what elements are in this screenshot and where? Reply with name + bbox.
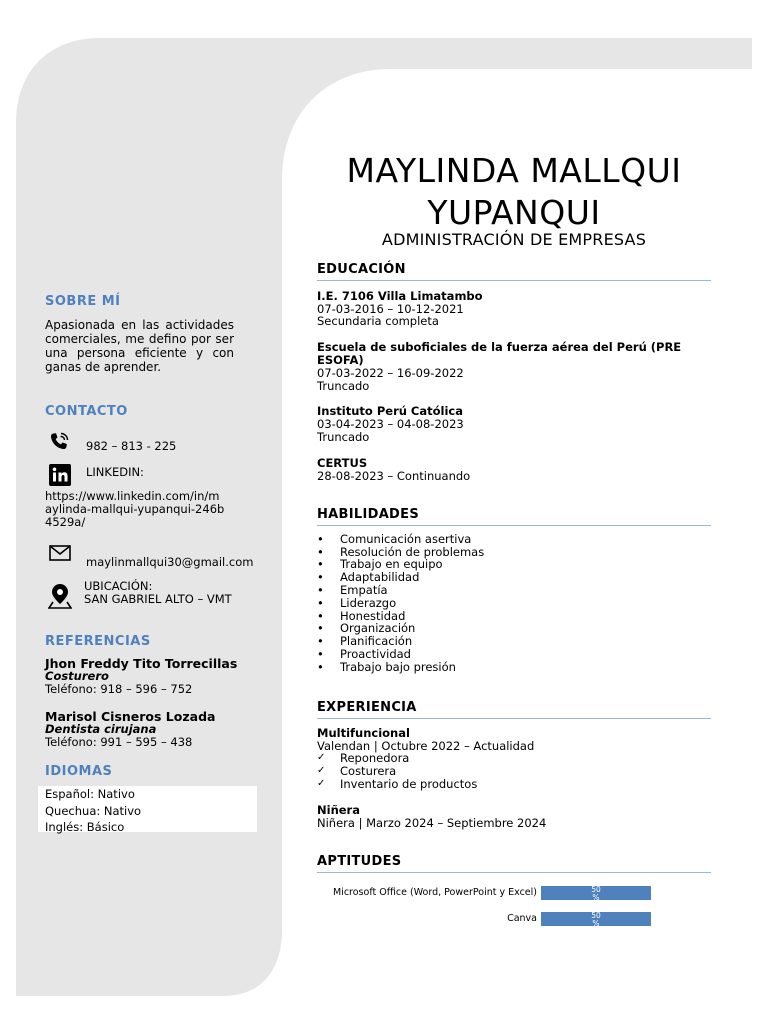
email-icon: [49, 545, 71, 561]
education-dates: 07-03-2022 – 16-09-2022: [317, 365, 464, 380]
skill-item: • Liderazgo: [317, 597, 711, 610]
experience-item: [317, 804, 711, 830]
skills-title: HABILIDADES: [317, 509, 711, 526]
linkedin-icon: [49, 464, 71, 486]
skill-item: • Trabajo en equipo: [317, 558, 711, 571]
education-school: Escuela de suboficiales de la fuerza aérea del Perú (PRE ESOFA): [317, 340, 682, 367]
aptitude-percent-sign: %: [592, 918, 600, 928]
reference-phone: Teléfono: 991 – 595 – 438: [45, 735, 193, 749]
reference-role: Costurero: [45, 669, 109, 683]
education-section: [317, 264, 711, 482]
contact-email[interactable]: maylinmallqui30@gmail.com: [86, 555, 254, 569]
skill-item: • Proactividad: [317, 648, 711, 661]
contact-linkedin-url[interactable]: https://www.linkedin.com/in/maylinda-mallqui-yupanqui-246b4529a/: [45, 489, 225, 529]
aptitude-percent-sign: %: [592, 892, 600, 902]
experience-section: [317, 702, 711, 829]
education-school: I.E. 7106 Villa Limatambo: [317, 288, 483, 303]
contact-linkedin-label: LINKEDIN:: [86, 465, 144, 479]
skill-item: • Comunicación asertiva: [317, 533, 711, 546]
contact-location-label: UBICACIÓN:: [84, 579, 153, 593]
profession-title: ADMINISTRACIÓN DE EMPRESAS: [381, 230, 647, 249]
about-title: SOBRE MÍ: [45, 294, 121, 309]
language-item: Español: Nativo: [45, 787, 135, 801]
language-item: Quechua: Nativo: [45, 803, 142, 818]
reference-item: [45, 710, 275, 749]
education-status: Truncado: [317, 378, 370, 393]
education-dates: 28-08-2023 – Continuando: [317, 468, 471, 483]
skill-item: • Organización: [317, 622, 711, 635]
skill-item: • Resolución de problemas: [317, 546, 711, 559]
references-title: REFERENCIAS: [45, 634, 151, 649]
skills-list: [317, 533, 711, 674]
skill-item: • Adaptabilidad: [317, 571, 711, 584]
aptitudes-section: [317, 856, 711, 873]
aptitude-bar: [541, 912, 651, 926]
languages-list: [38, 786, 257, 832]
name-line-1: MAYLINDA MALLQUI: [346, 151, 682, 190]
experience-detail: Niñera | Marzo 2024 – Septiembre 2024: [317, 815, 547, 830]
experience-role: Niñera: [317, 802, 360, 817]
candidate-name: [300, 150, 728, 234]
reference-role: Dentista cirujana: [45, 722, 157, 736]
education-item: [317, 405, 711, 443]
reference-item: [45, 657, 275, 696]
aptitude-percent-value: 50: [591, 911, 601, 920]
task-item: ✓ Costurera: [317, 765, 711, 778]
contact-phone: 982 – 813 - 225: [86, 439, 177, 453]
about-text: Apasionada en las actividades comerciales, me defino por ser una persona eficiente y con ganas de aprender.: [45, 318, 234, 374]
contact-title: CONTACTO: [45, 404, 128, 419]
location-pin-icon: [48, 583, 72, 609]
aptitude-percent-value: 50: [591, 885, 601, 894]
reference-name: Marisol Cisneros Lozada: [45, 709, 216, 724]
education-status: Truncado: [317, 429, 370, 444]
aptitude-label: Canva: [507, 913, 537, 924]
education-school: Instituto Perú Católica: [317, 404, 463, 419]
education-item: [317, 457, 711, 483]
education-school: CERTUS: [317, 455, 368, 470]
experience-tasks: [317, 752, 711, 790]
language-item: Inglés: Básico: [45, 820, 125, 834]
task-item: ✓ Inventario de productos: [317, 778, 711, 791]
aptitude-percent: [541, 912, 651, 927]
skill-item: • Trabajo bajo presión: [317, 661, 711, 674]
education-item: [317, 341, 711, 392]
education-dates: 07-03-2016 – 10-12-2021: [317, 301, 464, 316]
education-dates: 03-04-2023 – 04-08-2023: [317, 417, 464, 432]
aptitude-bar: [541, 886, 651, 900]
name-line-2: YUPANQUI: [427, 193, 601, 232]
experience-title: EXPERIENCIA: [317, 702, 711, 719]
reference-name: Jhon Freddy Tito Torrecillas: [45, 656, 238, 671]
contact-location: [84, 580, 274, 606]
skill-item: • Empatía: [317, 584, 711, 597]
aptitude-label: Microsoft Office (Word, PowerPoint y Excel): [332, 887, 537, 898]
phone-icon: [47, 430, 71, 454]
skill-item: • Honestidad: [317, 610, 711, 623]
aptitude-percent: [541, 886, 651, 901]
education-item: [317, 290, 711, 328]
experience-item: [317, 727, 711, 791]
reference-phone: Teléfono: 918 – 596 – 752: [45, 682, 193, 696]
skills-section: [317, 509, 711, 674]
contact-location-value: SAN GABRIEL ALTO – VMT: [84, 592, 232, 606]
education-title: EDUCACIÓN: [317, 264, 711, 281]
education-status: Secundaria completa: [317, 314, 439, 329]
task-item: ✓ Reponedora: [317, 752, 711, 765]
languages-title: IDIOMAS: [45, 764, 113, 779]
experience-detail: Valendan | Octubre 2022 – Actualidad: [317, 738, 535, 753]
experience-role: Multifuncional: [317, 725, 410, 740]
aptitudes-title: APTITUDES: [317, 856, 711, 873]
skill-item: • Planificación: [317, 635, 711, 648]
